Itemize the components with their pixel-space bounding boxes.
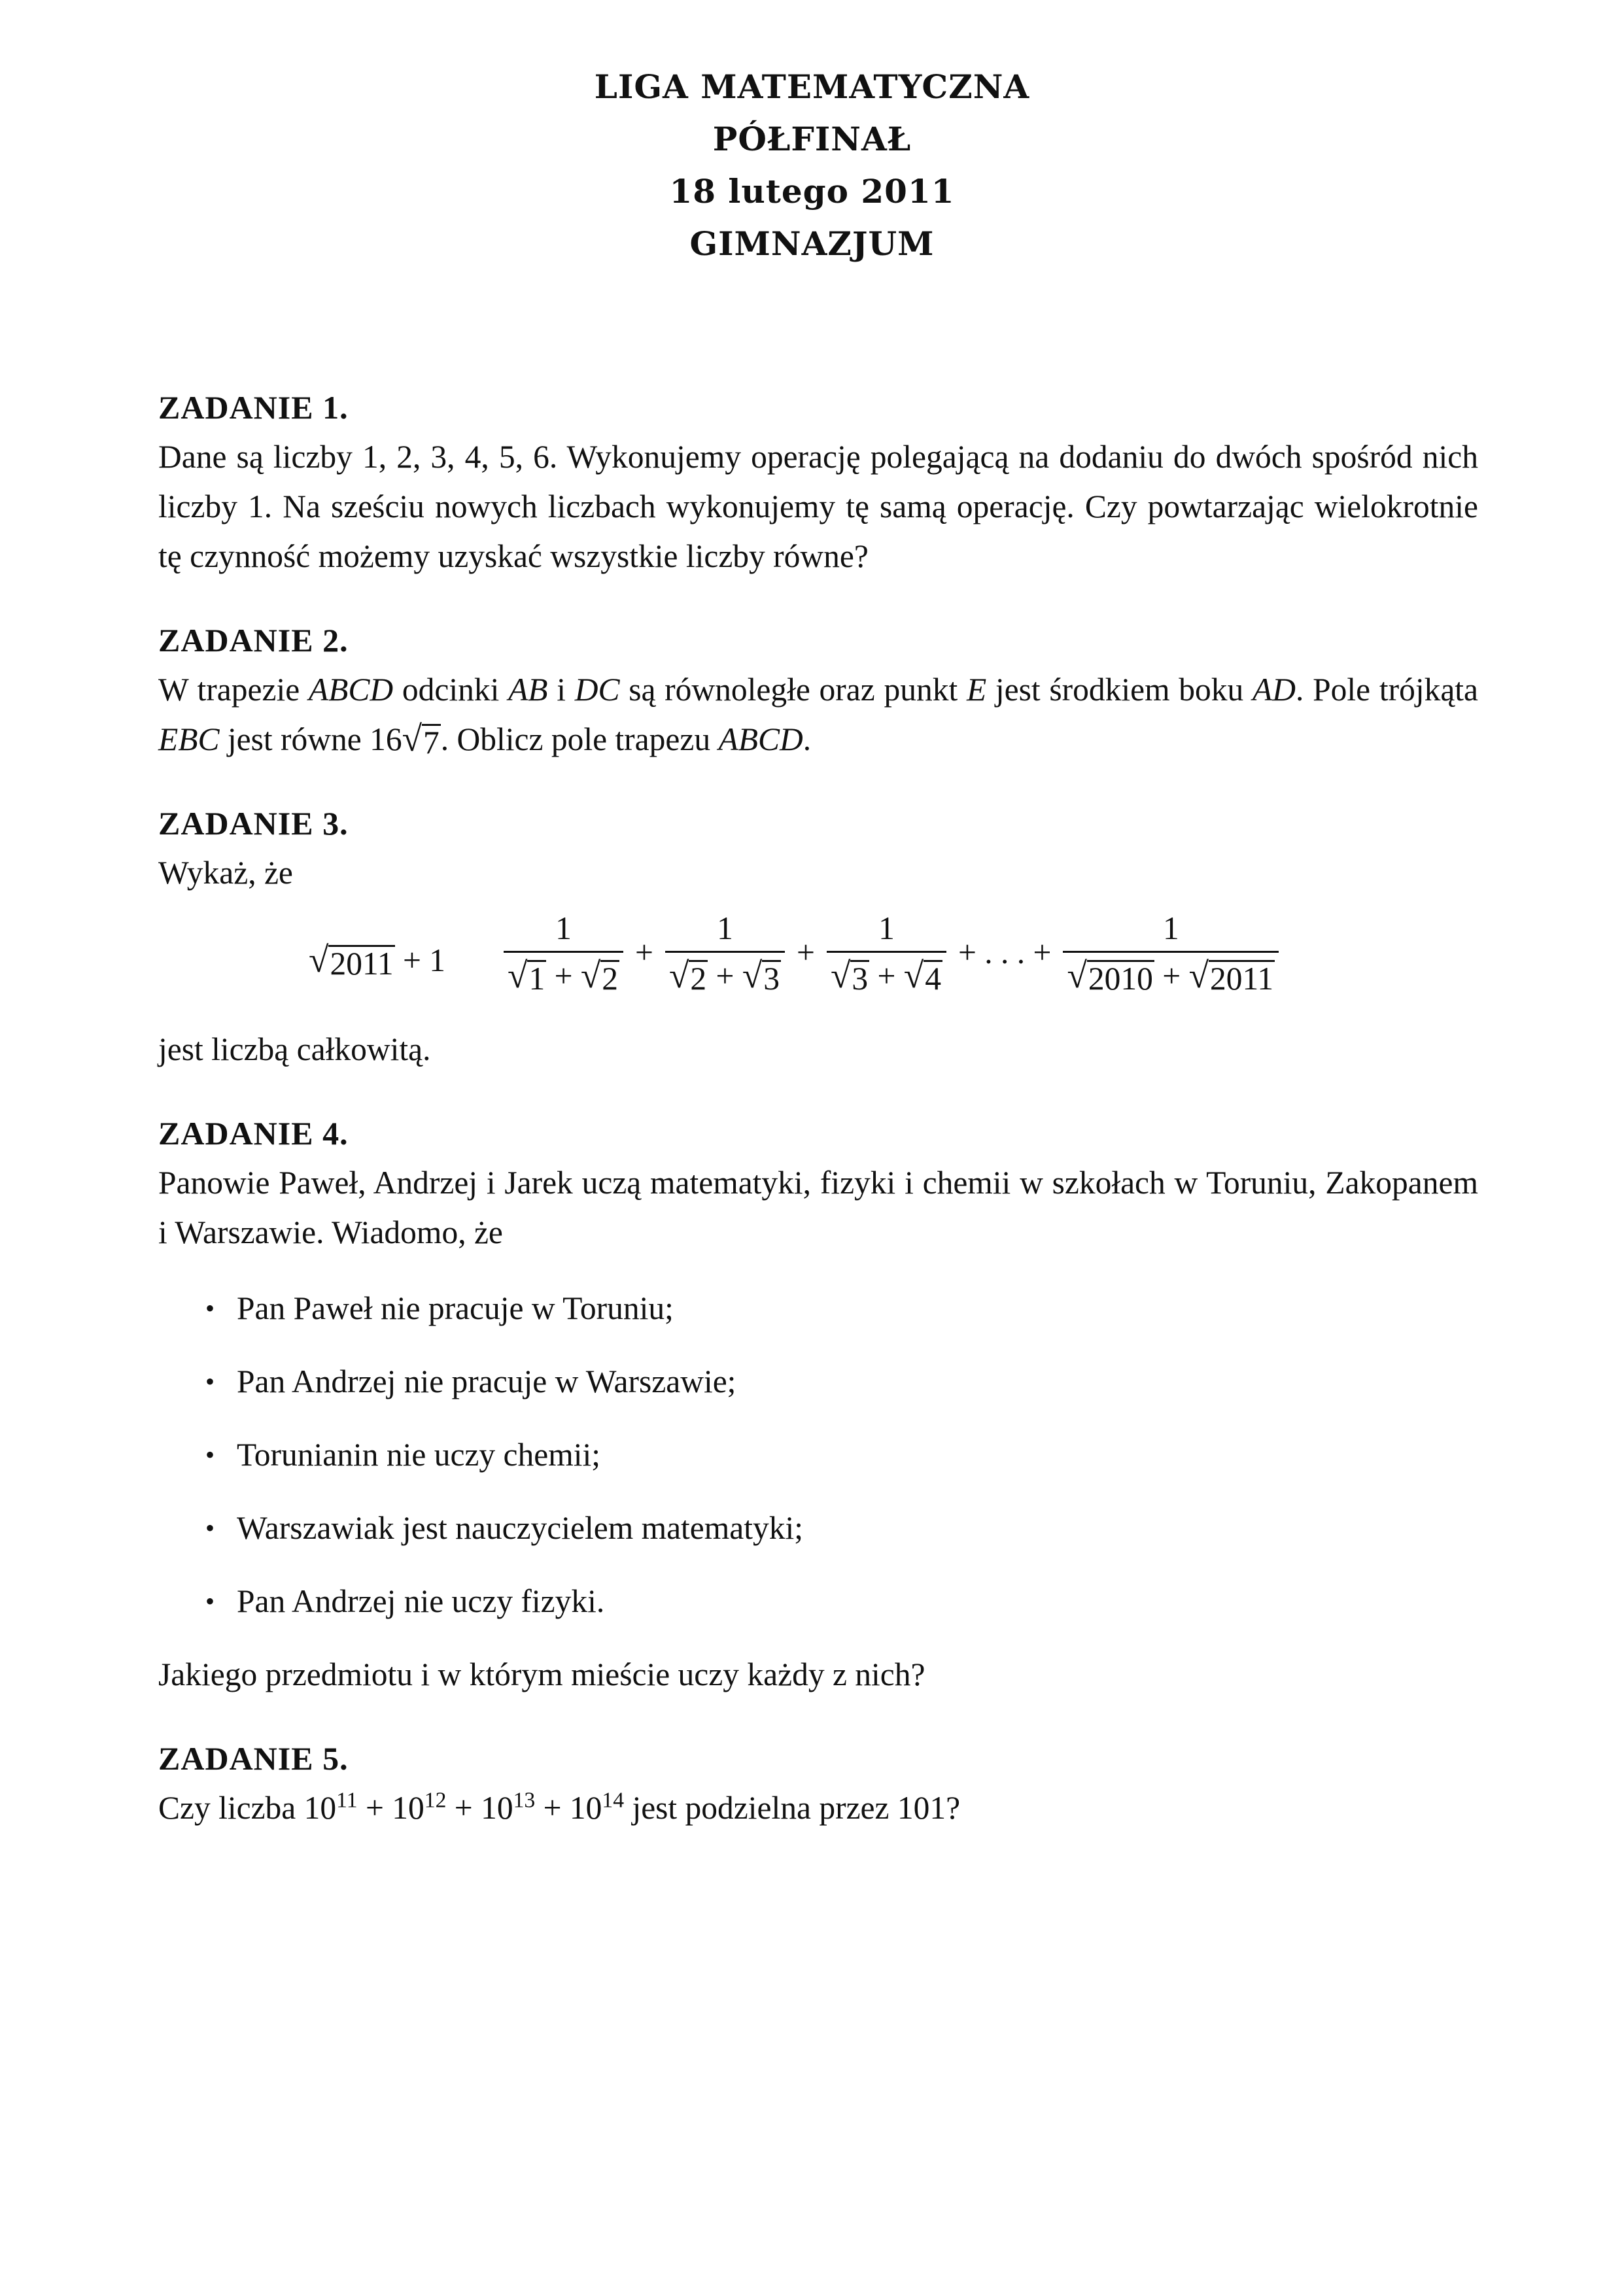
list-item: • Torunianin nie uczy chemii; (158, 1430, 1478, 1480)
task-5-title: ZADANIE 5. (158, 1740, 349, 1777)
bullet-icon: • (205, 1440, 215, 1469)
task-3-outro: jest liczbą całkowitą. (158, 1031, 431, 1067)
document-header (0, 67, 1624, 280)
task-5 (158, 1734, 1478, 1833)
bullet-icon: • (205, 1367, 215, 1396)
sum-formula (158, 907, 1478, 1018)
task-1-text: Dane są liczby 1, 2, 3, 4, 5, 6. Wykonujemy operację polegającą na dodaniu do dwóch spośród nich liczby 1. Na sześciu nowych liczbach wykonujemy tę samą operację. Czy powtarzając wielokrotnie tę czynność możemy uzyskać wszystkie liczby równe? (158, 439, 1478, 574)
bullet-icon: • (205, 1586, 215, 1616)
task-2 (158, 615, 1478, 764)
task-4-text: Panowie Paweł, Andrzej i Jarek uczą matematyki, fizyki i chemii w szkołach w Toruniu, Zakopanem i Warszawie. Wiadomo, że (158, 1165, 1478, 1250)
list-item: • Pan Andrzej nie pracuje w Warszawie; (158, 1357, 1478, 1407)
list-item: • Warszawiak jest nauczycielem matematyki; (158, 1503, 1478, 1553)
date-line: 18 lutego 2011 (669, 172, 955, 211)
task-3-title: ZADANIE 3. (158, 805, 349, 842)
bullet-icon: • (205, 1513, 215, 1543)
formula-left-term: √ 2011 + 1 (309, 940, 446, 982)
task-1 (158, 383, 1478, 581)
task-4-question: Jakiego przedmiotu i w którym mieście uczy każdy z nich? (158, 1656, 925, 1692)
fraction-2: 1 √ 2 + √ 3 (665, 909, 785, 997)
list-item: • Pan Paweł nie pracuje w Toruniu; (158, 1284, 1478, 1333)
fraction-3: 1 √ 3 + √ 4 (827, 909, 946, 997)
fraction-sum: 1 √ 1 + √ 2 + 1 √ 2 + √ 3 + 1 √ 3 + √ 4 + . . . + 1 √ 2010 + √ 2011 (498, 907, 1284, 999)
fraction-1: 1 √ 1 + √ 2 (504, 909, 623, 997)
task-4 (158, 1108, 1478, 1700)
sqrt-seven: √ 7 (402, 719, 440, 761)
task-2-text: W trapezie ABCD odcinki AB i DC są równoległe oraz punkt E jest środkiem boku AD. Pole trójkąta EBC jest równe 16 √ 7 . Oblicz pole trapezu ABCD. (158, 672, 1479, 761)
task-4-title: ZADANIE 4. (158, 1115, 349, 1152)
bullet-icon: • (205, 1294, 215, 1323)
round-title: PÓŁFINAŁ (712, 120, 912, 158)
list-item: • Pan Andrzej nie uczy fizyki. (158, 1577, 1478, 1626)
task-3-intro: Wykaż, że (158, 855, 293, 891)
tasks-body (158, 383, 1478, 1833)
league-title: LIGA MATEMATYCZNA (594, 67, 1030, 106)
task-5-text: Czy liczba $10^{11} + 10^{12} + 10^{13} + 10^{14}$ jest podzielna przez 101? (158, 1788, 961, 1826)
fraction-last: 1 √ 2010 + √ 2011 (1063, 909, 1279, 997)
task-2-title: ZADANIE 2. (158, 622, 349, 659)
conditions-list (158, 1284, 1478, 1626)
task-1-title: ZADANIE 1. (158, 389, 349, 426)
level-title: GIMNAZJUM (689, 224, 935, 263)
task-3 (158, 798, 1478, 1074)
